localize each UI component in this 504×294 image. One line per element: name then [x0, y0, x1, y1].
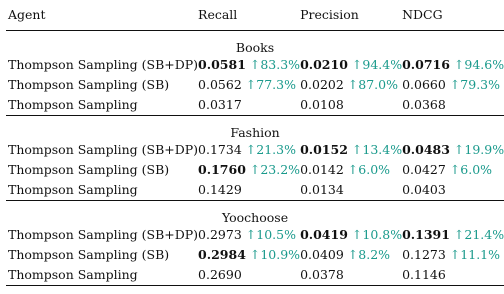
precision-value: 0.0142 — [300, 162, 344, 177]
ndcg-cell — [402, 180, 504, 201]
ndcg-value: 0.1391 — [402, 227, 450, 242]
table-body — [6, 30, 504, 285]
ndcg-delta: ↑11.1% — [449, 247, 500, 262]
precision-cell — [300, 225, 402, 245]
recall-delta: ↑21.3% — [245, 142, 296, 157]
agent-name-cell: Thompson Sampling (SB) — [8, 247, 170, 262]
recall-delta: ↑23.2% — [249, 162, 301, 177]
precision-cell — [300, 140, 402, 160]
precision-value: 0.0419 — [300, 227, 348, 242]
ndcg-value: 0.0403 — [402, 182, 446, 197]
precision-delta: ↑8.2% — [347, 247, 391, 262]
ndcg-cell — [402, 160, 504, 180]
ndcg-delta: ↑94.6% — [453, 57, 504, 72]
section-title: Yoochoose — [221, 209, 289, 225]
agent-name-cell: Thompson Sampling (SB) — [8, 162, 170, 177]
ndcg-cell — [402, 140, 504, 160]
agent-name-cell: Thompson Sampling — [8, 182, 138, 197]
ndcg-value: 0.1273 — [402, 247, 446, 262]
recall-value: 0.2984 — [198, 247, 246, 262]
ndcg-cell — [402, 265, 504, 286]
section-header-row — [6, 200, 504, 225]
recall-cell — [198, 55, 300, 75]
results-table — [6, 0, 504, 286]
header-precision: Precision — [300, 7, 359, 23]
recall-value: 0.1429 — [198, 182, 242, 197]
section-title: Fashion — [230, 124, 280, 140]
ndcg-value: 0.0368 — [402, 97, 446, 112]
precision-cell — [300, 75, 402, 95]
table-row — [6, 245, 504, 265]
precision-delta: ↑87.0% — [347, 77, 398, 92]
precision-cell — [300, 160, 402, 180]
table-header — [6, 0, 504, 30]
recall-cell — [198, 225, 300, 245]
precision-value: 0.0134 — [300, 182, 344, 197]
table-row — [6, 265, 504, 286]
table-row — [6, 180, 504, 201]
precision-value: 0.0202 — [300, 77, 344, 92]
recall-cell — [198, 180, 300, 201]
section-title: Books — [235, 39, 275, 55]
precision-cell — [300, 180, 402, 201]
agent-name-cell: Thompson Sampling (SB) — [8, 77, 170, 92]
table-row — [6, 140, 504, 160]
precision-value: 0.0409 — [300, 247, 344, 262]
agent-name-cell: Thompson Sampling (SB+DP) — [8, 227, 199, 242]
precision-value: 0.0108 — [300, 97, 344, 112]
ndcg-value: 0.0427 — [402, 162, 446, 177]
table-row — [6, 55, 504, 75]
recall-cell — [198, 95, 300, 116]
recall-cell — [198, 75, 300, 95]
section-header-row — [6, 30, 504, 55]
precision-delta: ↑6.0% — [347, 162, 391, 177]
recall-cell — [198, 245, 300, 265]
agent-name-cell: Thompson Sampling — [8, 97, 138, 112]
agent-name-cell: Thompson Sampling (SB+DP) — [8, 57, 199, 72]
recall-delta: ↑10.9% — [249, 247, 301, 262]
precision-value: 0.0378 — [300, 267, 344, 282]
recall-value: 0.0317 — [198, 97, 242, 112]
recall-cell — [198, 265, 300, 286]
precision-cell — [300, 55, 402, 75]
precision-cell — [300, 265, 402, 286]
precision-value: 0.0210 — [300, 57, 348, 72]
recall-delta: ↑77.3% — [245, 77, 296, 92]
recall-cell — [198, 140, 300, 160]
header-ndcg: NDCG — [402, 7, 443, 23]
table-row — [6, 225, 504, 245]
recall-cell — [198, 160, 300, 180]
agent-name-cell: Thompson Sampling (SB+DP) — [8, 142, 199, 157]
recall-value: 0.1734 — [198, 142, 242, 157]
ndcg-cell — [402, 245, 504, 265]
recall-value: 0.0581 — [198, 57, 246, 72]
agent-name-cell: Thompson Sampling — [8, 267, 138, 282]
recall-value: 0.0562 — [198, 77, 242, 92]
header-agent: Agent — [8, 7, 46, 23]
table-row — [6, 160, 504, 180]
precision-delta: ↑13.4% — [351, 142, 403, 157]
ndcg-cell — [402, 75, 504, 95]
header-row — [6, 0, 504, 30]
ndcg-delta: ↑19.9% — [453, 142, 504, 157]
recall-value: 0.2973 — [198, 227, 242, 242]
ndcg-delta: ↑6.0% — [449, 162, 493, 177]
recall-delta: ↑10.5% — [245, 227, 296, 242]
ndcg-cell — [402, 225, 504, 245]
ndcg-value: 0.1146 — [402, 267, 446, 282]
ndcg-delta: ↑79.3% — [449, 77, 500, 92]
recall-delta: ↑83.3% — [249, 57, 301, 72]
header-recall: Recall — [198, 7, 238, 23]
ndcg-value: 0.0716 — [402, 57, 450, 72]
ndcg-value: 0.0660 — [402, 77, 446, 92]
ndcg-delta: ↑21.4% — [453, 227, 504, 242]
table-row — [6, 75, 504, 95]
table-row — [6, 95, 504, 116]
section-header-row — [6, 115, 504, 140]
precision-delta: ↑94.4% — [351, 57, 403, 72]
precision-cell — [300, 95, 402, 116]
precision-delta: ↑10.8% — [351, 227, 403, 242]
recall-value: 0.1760 — [198, 162, 246, 177]
precision-value: 0.0152 — [300, 142, 348, 157]
recall-value: 0.2690 — [198, 267, 242, 282]
ndcg-cell — [402, 55, 504, 75]
ndcg-cell — [402, 95, 504, 116]
precision-cell — [300, 245, 402, 265]
ndcg-value: 0.0483 — [402, 142, 450, 157]
